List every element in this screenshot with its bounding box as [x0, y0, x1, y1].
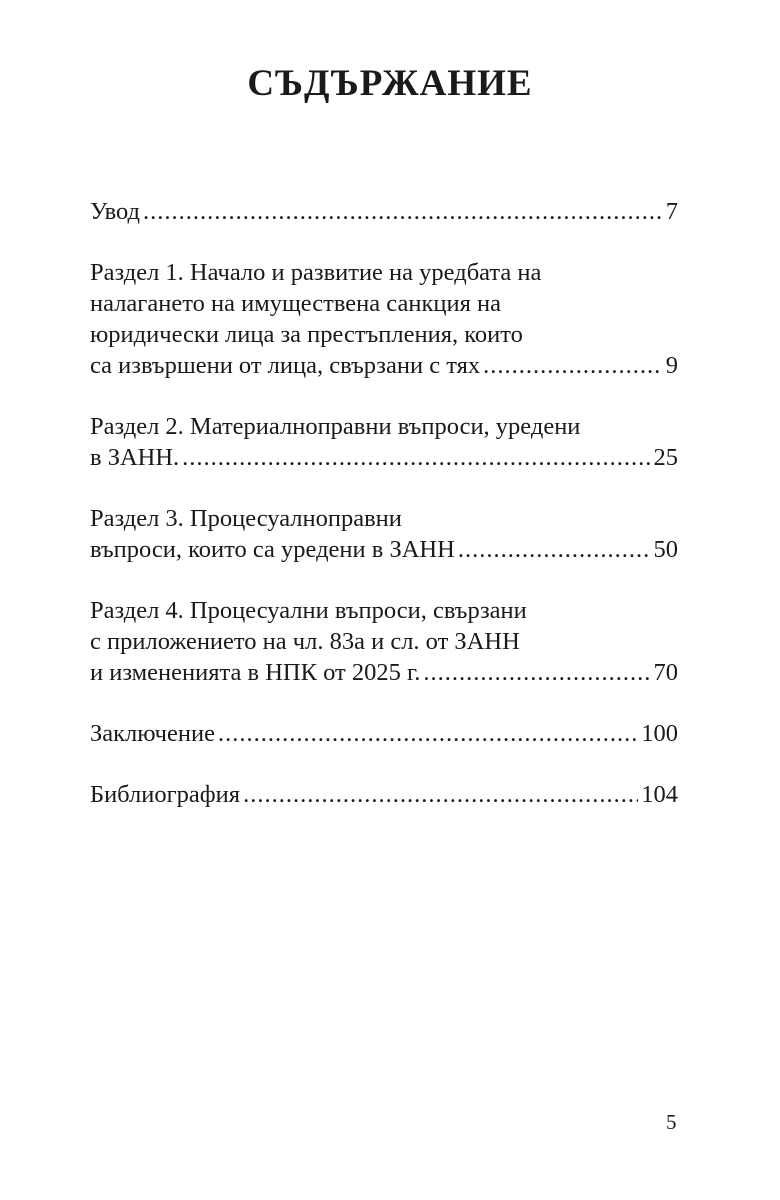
dot-leader — [483, 350, 663, 381]
toc-entry-section-3[interactable] — [90, 503, 678, 565]
toc-entry-page: 25 — [653, 444, 678, 471]
dot-leader — [143, 196, 663, 227]
page-title: СЪДЪРЖАНИЕ — [247, 63, 533, 104]
dot-leader — [182, 442, 650, 473]
toc-entry-section-2[interactable] — [90, 411, 678, 473]
dot-leader — [243, 779, 638, 810]
toc-entry-page: 9 — [665, 352, 678, 379]
toc-entry-bibliography[interactable] — [90, 779, 678, 810]
toc-entry-title-line: и измененията в НПК от 2025 г. — [90, 659, 421, 686]
toc-entry-title: Увод — [90, 198, 140, 225]
toc-entry-title-line: Раздел 3. Процесуалноправни — [90, 505, 402, 532]
dot-leader — [423, 657, 650, 688]
toc-entry-conclusion[interactable] — [90, 718, 678, 749]
toc-entry-title-line: Раздел 2. Материалноправни въпроси, уредени — [90, 413, 581, 440]
toc-entry-introduction[interactable] — [90, 196, 678, 227]
toc-entry-title: Заключение — [90, 720, 215, 747]
toc-entry-title-line: в ЗАНН. — [90, 444, 180, 471]
toc-entry-title-line: Раздел 1. Начало и развитие на уредбата на — [90, 259, 542, 286]
toc-entry-title: Библиография — [90, 781, 241, 808]
table-of-contents — [90, 196, 678, 810]
toc-entry-page: 100 — [641, 720, 678, 747]
toc-entry-title-line: въпроси, които са уредени в ЗАНН — [90, 536, 455, 563]
page-number: 5 — [666, 1110, 677, 1134]
toc-entry-page: 104 — [641, 781, 678, 808]
toc-entry-title-line: са извършени от лица, свързани с тях — [90, 352, 481, 379]
toc-entry-title-line: с приложението на чл. 83а и сл. от ЗАНН — [90, 628, 520, 655]
toc-entry-title-line: Раздел 4. Процесуални въпроси, свързани — [90, 597, 527, 624]
dot-leader — [218, 718, 638, 749]
toc-entry-page: 7 — [665, 198, 678, 225]
dot-leader — [458, 534, 651, 565]
toc-entry-title-line: юридически лица за престъпления, които — [90, 321, 523, 348]
toc-entry-section-1[interactable] — [90, 257, 678, 381]
toc-entry-page: 50 — [653, 536, 678, 563]
toc-entry-section-4[interactable] — [90, 595, 678, 688]
toc-entry-page: 70 — [653, 659, 678, 686]
toc-entry-title-line: налагането на имуществена санкция на — [90, 290, 501, 317]
